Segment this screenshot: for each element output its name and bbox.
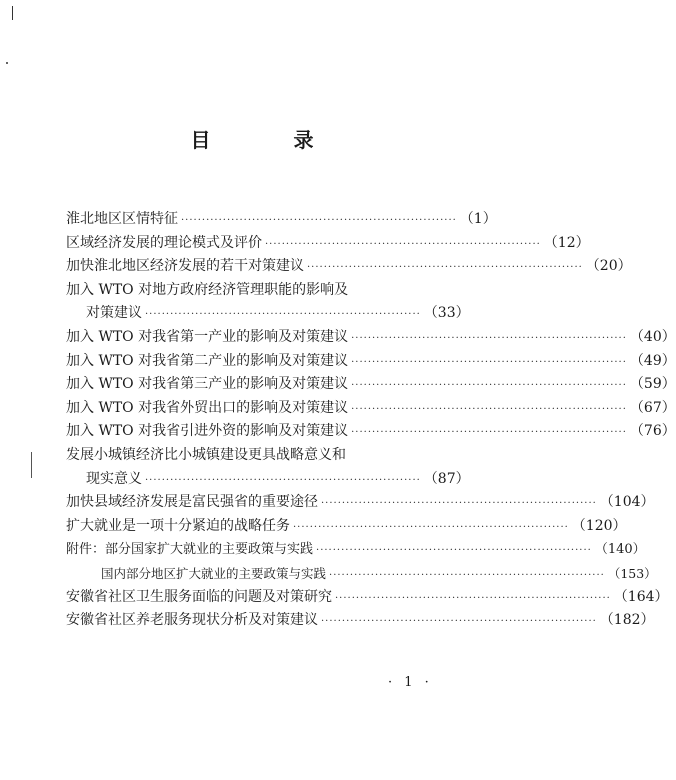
scan-artifact-margin-line (31, 452, 32, 478)
toc-entry-page: （104） (599, 494, 655, 511)
toc-entry-page: （153） (607, 565, 657, 581)
toc-entry-page: （59） (629, 376, 676, 393)
toc-entry[interactable] (66, 562, 657, 586)
toc-leader-dots: ·································································· (316, 545, 592, 557)
toc-entry-title: 安徽省社区养老服务现状分析及对策建议 (66, 612, 318, 629)
toc-entry-page: （140） (594, 542, 646, 558)
toc-leader-dots: ·································································· (181, 215, 457, 226)
toc-entry[interactable] (66, 373, 676, 397)
toc-entry[interactable] (66, 586, 669, 610)
toc-entry-title: 加入 WTO 对我省外贸出口的影响及对策建议 (66, 399, 349, 416)
page-number: · 1 · (388, 675, 433, 690)
toc-entry-page: （12） (543, 234, 590, 251)
toc-entry[interactable] (66, 208, 497, 232)
toc-entry[interactable] (66, 279, 432, 303)
toc-entry-title: 加入 WTO 对我省第一产业的影响及对策建议 (66, 328, 349, 345)
toc-entry-title: 淮北地区区情特征 (66, 211, 178, 227)
toc-entry-page: （164） (613, 588, 669, 605)
toc-leader-dots: ·································································· (351, 332, 627, 344)
toc-leader-dots: ·································································· (307, 262, 583, 274)
toc-entry[interactable] (66, 397, 676, 421)
toc-entry-title: 附件：部分国家扩大就业的主要政策与实践 (66, 542, 314, 558)
toc-entry-title: 区域经济发展的理论模式及评价 (66, 234, 262, 251)
toc-entry[interactable] (66, 232, 590, 256)
toc-leader-dots: ·································································· (265, 238, 541, 250)
toc-entry-page: （1） (459, 211, 497, 227)
toc-entry[interactable] (66, 609, 655, 633)
toc-entry-page: （67） (629, 399, 676, 416)
toc-entry-title: 加入 WTO 对地方政府经济管理职能的影响及 (66, 281, 349, 298)
toc-entry-title: 扩大就业是一项十分紧迫的战略任务 (66, 517, 290, 534)
toc-entry-title: 加入 WTO 对我省第三产业的影响及对策建议 (66, 376, 349, 393)
toc-entry[interactable] (66, 326, 676, 350)
toc-entry[interactable] (66, 444, 432, 468)
toc-entry-page: （20） (585, 258, 632, 275)
toc-leader-dots: ·································································· (321, 498, 597, 510)
toc-entry-title: 安徽省社区卫生服务面临的问题及对策研究 (66, 588, 332, 605)
toc-entry-title: 加入 WTO 对我省引进外资的影响及对策建议 (66, 423, 349, 440)
toc-entry[interactable] (66, 538, 646, 562)
toc-entry-page: （120） (571, 517, 627, 534)
toc-entry-title: 加入 WTO 对我省第二产业的影响及对策建议 (66, 352, 349, 369)
toc-entry-page: （87） (423, 470, 470, 487)
page-title: 目 录 (190, 128, 352, 152)
toc-entry[interactable] (66, 255, 632, 279)
toc-entry-page: （40） (629, 328, 676, 345)
toc-leader-dots: ·································································· (329, 569, 605, 581)
toc-entry-continuation[interactable] (66, 468, 470, 492)
toc-leader-dots: ·································································· (321, 616, 597, 628)
toc-entry-title: 对策建议 (86, 305, 142, 322)
toc-leader-dots: ·································································· (335, 592, 611, 604)
toc-leader-dots: ·································································· (145, 474, 421, 486)
toc-entry-page: （182） (599, 612, 655, 629)
toc-entry[interactable] (66, 491, 655, 515)
scan-artifact-line (12, 6, 13, 20)
toc-entry-page: （76） (629, 423, 676, 440)
toc-entry[interactable] (66, 420, 676, 444)
toc-leader-dots: ·································································· (351, 356, 627, 368)
scan-artifact-dot (6, 62, 8, 64)
toc-entry[interactable] (66, 515, 627, 539)
toc-entry-continuation[interactable] (66, 302, 470, 326)
toc-entry-title: 发展小城镇经济比小城镇建设更具战略意义和 (66, 446, 346, 463)
toc-entry-page: （33） (423, 305, 470, 322)
toc-leader-dots: ·································································· (145, 309, 421, 321)
toc-leader-dots: ·································································· (351, 380, 627, 392)
toc-leader-dots: ·································································· (351, 427, 627, 439)
table-of-contents (66, 208, 676, 633)
toc-entry-page: （49） (629, 352, 676, 369)
toc-entry-title: 加快县域经济发展是富民强省的重要途径 (66, 494, 318, 511)
toc-entry-title: 现实意义 (86, 470, 142, 487)
toc-entry-title: 加快淮北地区经济发展的若干对策建议 (66, 258, 304, 275)
toc-leader-dots: ·································································· (351, 403, 627, 415)
toc-entry-title: 国内部分地区扩大就业的主要政策与实践 (101, 565, 327, 581)
toc-leader-dots: ·································································· (293, 521, 569, 533)
toc-entry[interactable] (66, 350, 676, 374)
